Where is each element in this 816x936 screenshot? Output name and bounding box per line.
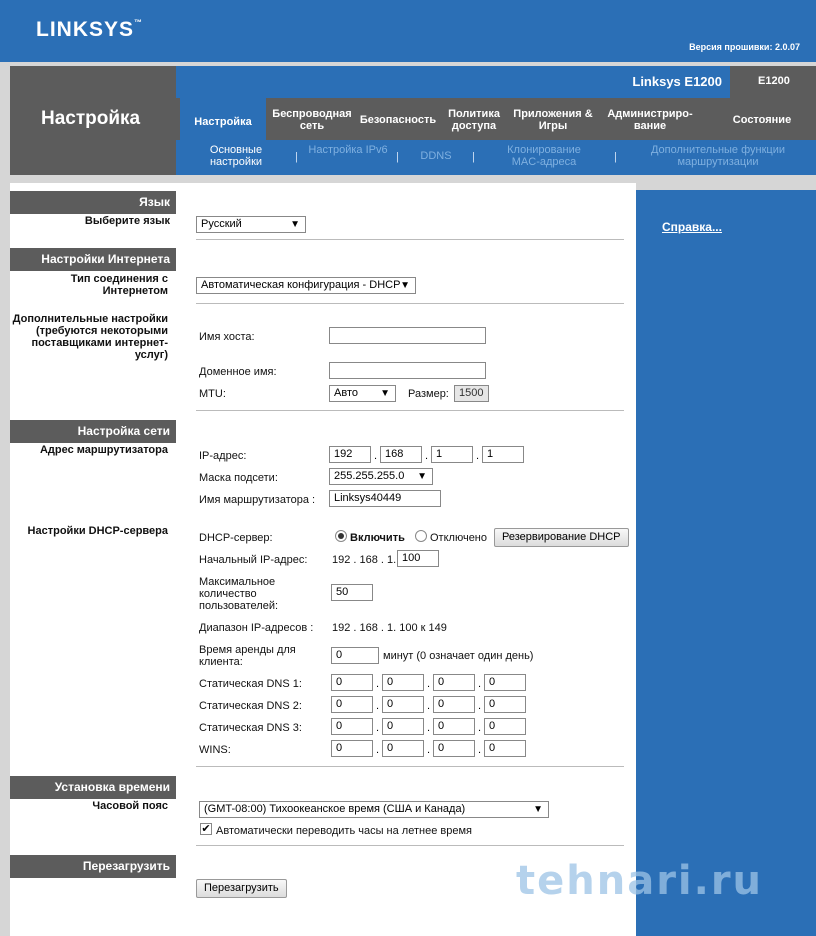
- tab-setup[interactable]: Настройка: [180, 98, 266, 140]
- dns3-octet-2[interactable]: 0: [382, 718, 424, 735]
- wins-label: WINS:: [199, 744, 231, 756]
- dns1-label: Статическая DNS 1:: [199, 678, 302, 690]
- ip-range-value: 192 . 168 . 1. 100 к 149: [332, 622, 447, 634]
- dhcp-enable-radio[interactable]: [335, 530, 347, 542]
- wins-octet-2[interactable]: 0: [382, 740, 424, 757]
- dns2-octet-2[interactable]: 0: [382, 696, 424, 713]
- divider: [196, 410, 624, 411]
- divider: [196, 845, 624, 846]
- reboot-button[interactable]: Перезагрузить: [196, 879, 287, 898]
- router-name-input[interactable]: Linksys40449: [329, 490, 441, 507]
- max-users-label: Максимальное количество пользователей:: [199, 576, 279, 612]
- help-panel: [636, 190, 816, 936]
- model-name: Linksys E1200: [632, 74, 722, 89]
- dns3-octet-1[interactable]: 0: [331, 718, 373, 735]
- ip-range-label: Диапазон IP-адресов :: [199, 622, 314, 634]
- dns2-octet-1[interactable]: 0: [331, 696, 373, 713]
- dhcp-disable-label: Отключено: [430, 532, 487, 544]
- timezone-label: Часовой пояс: [92, 800, 168, 812]
- tab-status[interactable]: Состояние: [732, 114, 792, 126]
- tab-administration[interactable]: Администриро-вание: [607, 108, 693, 132]
- model-bar: [176, 66, 730, 98]
- tab-applications-gaming[interactable]: Приложения & Игры: [513, 108, 593, 132]
- dhcp-disable-radio[interactable]: [415, 530, 427, 542]
- section-time-title: Установка времени: [10, 776, 176, 799]
- ip-octet-4[interactable]: 1: [482, 446, 524, 463]
- language-label: Выберите язык: [84, 215, 170, 227]
- dns1-octet-1[interactable]: 0: [331, 674, 373, 691]
- ip-octet-3[interactable]: 1: [431, 446, 473, 463]
- dns1-octet-2[interactable]: 0: [382, 674, 424, 691]
- subtab-separator: |: [396, 151, 399, 163]
- subnet-mask-label: Маска подсети:: [199, 472, 278, 484]
- subtab-separator: |: [614, 151, 617, 163]
- ip-address-label: IP-адрес:: [199, 450, 247, 462]
- watermark: tehnari.ru: [516, 858, 764, 904]
- section-internet-title: Настройки Интернета: [10, 248, 176, 271]
- dns1-octet-4[interactable]: 0: [484, 674, 526, 691]
- help-link[interactable]: Справка...: [662, 220, 722, 234]
- dns3-label: Статическая DNS 3:: [199, 722, 302, 734]
- max-users-input[interactable]: 50: [331, 584, 373, 601]
- wins-octet-1[interactable]: 0: [331, 740, 373, 757]
- model-box: [730, 66, 816, 98]
- dhcp-reservation-button[interactable]: Резервирование DHCP: [494, 528, 629, 547]
- left-gutter: [0, 175, 10, 936]
- size-label: Размер:: [408, 388, 449, 400]
- hostname-label: Имя хоста:: [199, 331, 255, 343]
- connection-type-select[interactable]: Автоматическая конфигурация - DHCP ▼: [196, 277, 416, 294]
- subtab-separator: |: [295, 151, 298, 163]
- page-title: Настройка: [41, 108, 141, 129]
- start-ip-input[interactable]: 100: [397, 550, 439, 567]
- wins-octet-4[interactable]: 0: [484, 740, 526, 757]
- dns2-label: Статическая DNS 2:: [199, 700, 302, 712]
- dns1-octet-3[interactable]: 0: [433, 674, 475, 691]
- lease-time-suffix: минут (0 означает один день): [383, 650, 534, 662]
- section-language-title: Язык: [10, 191, 176, 214]
- subnet-mask-select[interactable]: 255.255.255.0 ▼: [329, 468, 433, 485]
- section-reboot-title: Перезагрузить: [10, 855, 176, 878]
- divider: [196, 239, 624, 240]
- mtu-select[interactable]: Авто ▼: [329, 385, 396, 402]
- divider: [196, 766, 624, 767]
- dst-label: Автоматически переводить часы на летнее время: [216, 825, 472, 837]
- chevron-down-icon: ▼: [417, 471, 427, 482]
- section-network-title: Настройка сети: [10, 420, 176, 443]
- dhcp-enable-label: Включить: [350, 532, 405, 544]
- dns2-octet-3[interactable]: 0: [433, 696, 475, 713]
- subtab-ipv6[interactable]: Настройка IPv6: [308, 144, 388, 156]
- mtu-label: MTU:: [199, 388, 226, 400]
- firmware-version: Версия прошивки: 2.0.07: [689, 42, 800, 52]
- mtu-size-input[interactable]: 1500: [454, 385, 489, 402]
- model-short: E1200: [758, 75, 790, 87]
- main-tabs: [176, 98, 816, 140]
- hostname-input[interactable]: [329, 327, 486, 344]
- timezone-select[interactable]: (GMT-08:00) Тихоокеанское время (США и Канада) ▼: [199, 801, 549, 818]
- optional-settings-label: Дополнительные настройки (требуются некоторыми поставщиками интернет-услуг): [12, 313, 168, 361]
- wins-octet-3[interactable]: 0: [433, 740, 475, 757]
- subtab-advanced-routing[interactable]: Дополнительные функции маршрутизации: [650, 144, 786, 168]
- ip-octet-1[interactable]: 192: [329, 446, 371, 463]
- dhcp-server-label: DHCP-сервер:: [199, 532, 273, 544]
- chevron-down-icon: ▼: [533, 804, 543, 815]
- content-top-gutter: [10, 175, 636, 183]
- chevron-down-icon: ▼: [290, 219, 300, 230]
- subtab-ddns[interactable]: DDNS: [420, 150, 452, 162]
- lease-time-input[interactable]: 0: [331, 647, 379, 664]
- divider: [196, 303, 624, 304]
- lease-time-label: Время аренды для клиента:: [199, 644, 296, 668]
- start-ip-prefix: 192 . 168 . 1.: [332, 554, 397, 566]
- ip-octet-2[interactable]: 168: [380, 446, 422, 463]
- language-select[interactable]: Русский ▼: [196, 216, 306, 233]
- chevron-down-icon: ▼: [400, 280, 410, 291]
- start-ip-label: Начальный IP-адрес:: [199, 554, 308, 566]
- chevron-down-icon: ▼: [380, 388, 390, 399]
- linksys-logo: LINKSYS™: [36, 18, 144, 41]
- domain-input[interactable]: [329, 362, 486, 379]
- tab-wireless[interactable]: Беспроводная сеть: [272, 108, 352, 132]
- router-name-label: Имя маршрутизатора :: [199, 494, 316, 506]
- router-address-label: Адрес маршрутизатора: [39, 444, 168, 456]
- page-title-block: [10, 66, 176, 175]
- domain-label: Доменное имя:: [199, 366, 277, 378]
- tab-security[interactable]: Безопасность: [359, 114, 437, 126]
- subtab-separator: |: [472, 151, 475, 163]
- connection-type-label: Тип соединения с Интернетом: [70, 273, 168, 297]
- dst-checkbox[interactable]: ✔: [201, 823, 211, 835]
- dns3-octet-3[interactable]: 0: [433, 718, 475, 735]
- sub-tabs: [176, 140, 816, 175]
- dns3-octet-4[interactable]: 0: [484, 718, 526, 735]
- subtab-basic-setup[interactable]: Основные настройки: [209, 144, 263, 168]
- dhcp-settings-label: Настройки DHCP-сервера: [27, 525, 168, 537]
- subtab-mac-clone[interactable]: Клонирование MAC-адреса: [507, 144, 581, 168]
- dns2-octet-4[interactable]: 0: [484, 696, 526, 713]
- tab-access-policy[interactable]: Политика доступа: [448, 108, 500, 132]
- right-top-gutter: [636, 175, 816, 190]
